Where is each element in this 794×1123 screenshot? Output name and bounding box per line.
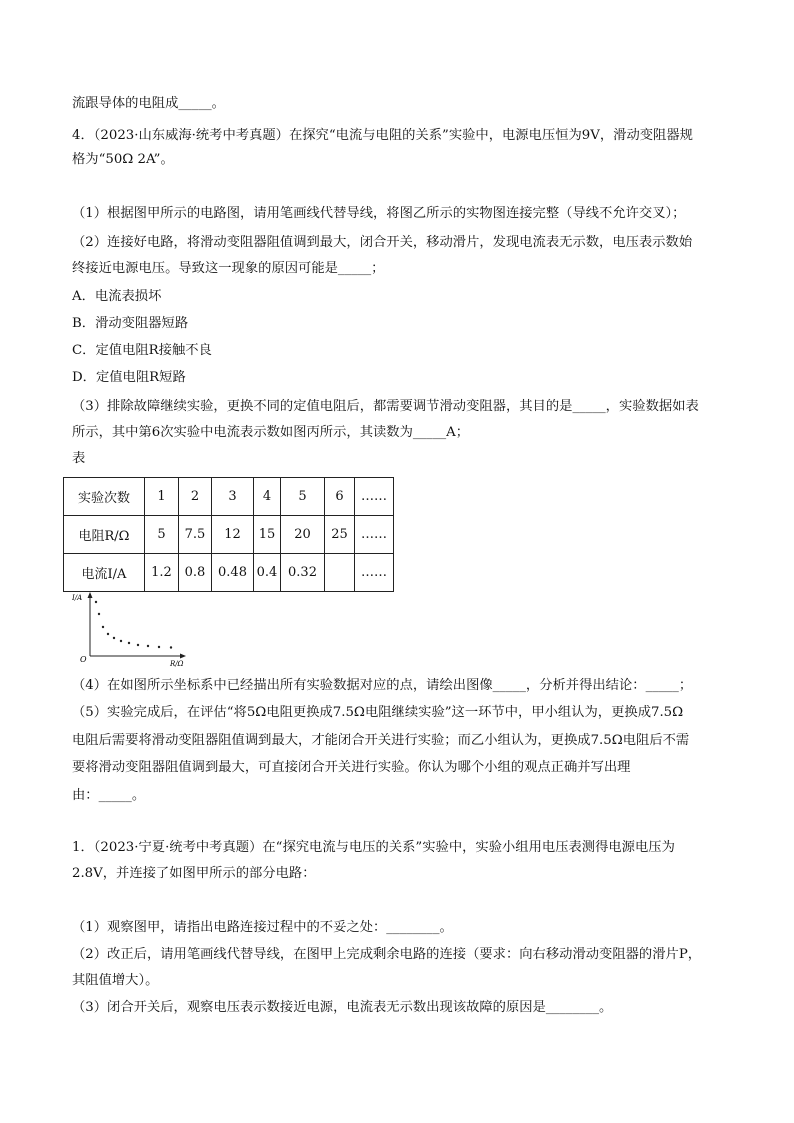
table-cell: 2 <box>179 478 212 516</box>
y-axis-arrow <box>88 592 93 598</box>
q4-part3: （3）排除故障继续实验，更换不同的定值电阻后，都需要调节滑动变阻器，其目的是_____，实验数据如表 <box>72 399 699 414</box>
q4-part5-cont3: 由：_____。 <box>72 788 146 803</box>
table-cell: 15 <box>254 516 281 554</box>
table-cell: 0.4 <box>254 554 281 592</box>
table-cell: 3 <box>212 478 254 516</box>
q4-part2: （2）连接好电路，将滑动变阻器阻值调到最大，闭合开关，移动滑片，发现电流表无示数，电压表示数始 <box>72 235 693 250</box>
data-point <box>120 640 122 642</box>
table-cell: …… <box>355 478 394 516</box>
table-cell: 5 <box>281 478 325 516</box>
table-caption: 表 <box>72 451 86 466</box>
data-point <box>102 626 104 628</box>
table-cell: 电阻R/Ω <box>64 516 145 554</box>
data-point <box>147 645 149 647</box>
table-cell: …… <box>355 516 394 554</box>
data-table <box>63 477 394 592</box>
data-point <box>113 637 115 639</box>
table-cell: 12 <box>212 516 254 554</box>
x-axis-label: R/Ω <box>170 660 184 668</box>
question-1-header: 1．（2023·宁夏·统考中考真题）在“探究电流与电压的关系”实验中，实验小组用电压表测得电源电压为 <box>72 840 675 855</box>
data-point <box>137 644 139 646</box>
table-row <box>64 478 394 516</box>
question-4-header-cont: 格为“50Ω 2A”。 <box>72 152 174 167</box>
table-cell: 0.8 <box>179 554 212 592</box>
data-point <box>128 642 130 644</box>
table-cell: 实验次数 <box>64 478 145 516</box>
x-axis-arrow <box>180 654 186 659</box>
current-resistance-graph <box>72 590 192 670</box>
table-cell: 7.5 <box>179 516 212 554</box>
y-axis-label: I/A <box>72 594 83 602</box>
table-cell: 1 <box>145 478 179 516</box>
table-cell <box>325 554 355 592</box>
data-point <box>107 633 109 635</box>
option-d: D．定值电阻R短路 <box>72 370 186 385</box>
table-cell: 0.48 <box>212 554 254 592</box>
q4-part5: （5）实验完成后，在评估“将5Ω电阻更换成7.5Ω电阻继续实验”这一环节中，甲小组认为，更换成7.5Ω <box>72 705 684 720</box>
data-point <box>170 646 172 648</box>
option-a: A．电流表损坏 <box>72 289 162 304</box>
table-cell: 20 <box>281 516 325 554</box>
table-cell: 4 <box>254 478 281 516</box>
question-4-header: 4．（2023·山东威海·统考中考真题）在探究“电流与电阻的关系”实验中，电源电压恒为9V，滑动变阻器规 <box>72 128 693 143</box>
option-c: C．定值电阻R接触不良 <box>72 343 212 358</box>
table-cell: 5 <box>145 516 179 554</box>
table-cell: 0.32 <box>281 554 325 592</box>
q1-part2: （2）改正后，请用笔画线代替导线，在图甲上完成剩余电路的连接（要求：向右移动滑动变阻器的滑片P， <box>72 947 702 962</box>
table-cell: 1.2 <box>145 554 179 592</box>
table-row <box>64 516 394 554</box>
q4-part4: （4）在如图所示坐标系中已经描出所有实验数据对应的点，请绘出图像_____，分析并得出结论：_____； <box>72 678 693 693</box>
data-points <box>95 601 172 649</box>
table-cell: …… <box>355 554 394 592</box>
q4-part5-cont2: 要将滑动变阻器阻值调到最大，可直接闭合开关进行实验。你认为哪个小组的观点正确并写出理 <box>72 760 631 775</box>
data-point <box>95 601 97 603</box>
q1-part1: （1）观察图甲，请指出电路连接过程中的不妥之处：________。 <box>72 920 453 935</box>
table-cell: 25 <box>325 516 355 554</box>
q4-part1: （1）根据图甲所示的电路图，请用笔画线代替导线，将图乙所示的实物图连接完整（导线不允许交叉）； <box>72 206 686 221</box>
line-1: 流跟导体的电阻成_____。 <box>72 96 225 111</box>
table-cell: 6 <box>325 478 355 516</box>
question-1-header-cont: 2.8V，并连接了如图甲所示的部分电路： <box>72 866 316 881</box>
origin-label: O <box>80 655 87 664</box>
table-row <box>64 554 394 592</box>
option-b: B．滑动变阻器短路 <box>72 316 189 331</box>
data-point <box>158 646 160 648</box>
q4-part2-cont: 终接近电源电压。导致这一现象的原因可能是_____； <box>72 261 385 276</box>
q4-part3-cont: 所示，其中第6次实验中电流表示数如图丙所示，其读数为_____A； <box>72 425 470 440</box>
q1-part2-cont: 其阻值增大）。 <box>72 973 159 988</box>
q1-part3: （3）闭合开关后，观察电压表示数接近电源，电流表无示数出现该故障的原因是________。 <box>72 1000 613 1015</box>
data-point <box>98 613 100 615</box>
q4-part5-cont1: 电阻后需要将滑动变阻器阻值调到最大，才能闭合开关进行实验；而乙小组认为，更换成7.5Ω电阻后不需 <box>72 733 690 748</box>
table-cell: 电流I/A <box>64 554 145 592</box>
